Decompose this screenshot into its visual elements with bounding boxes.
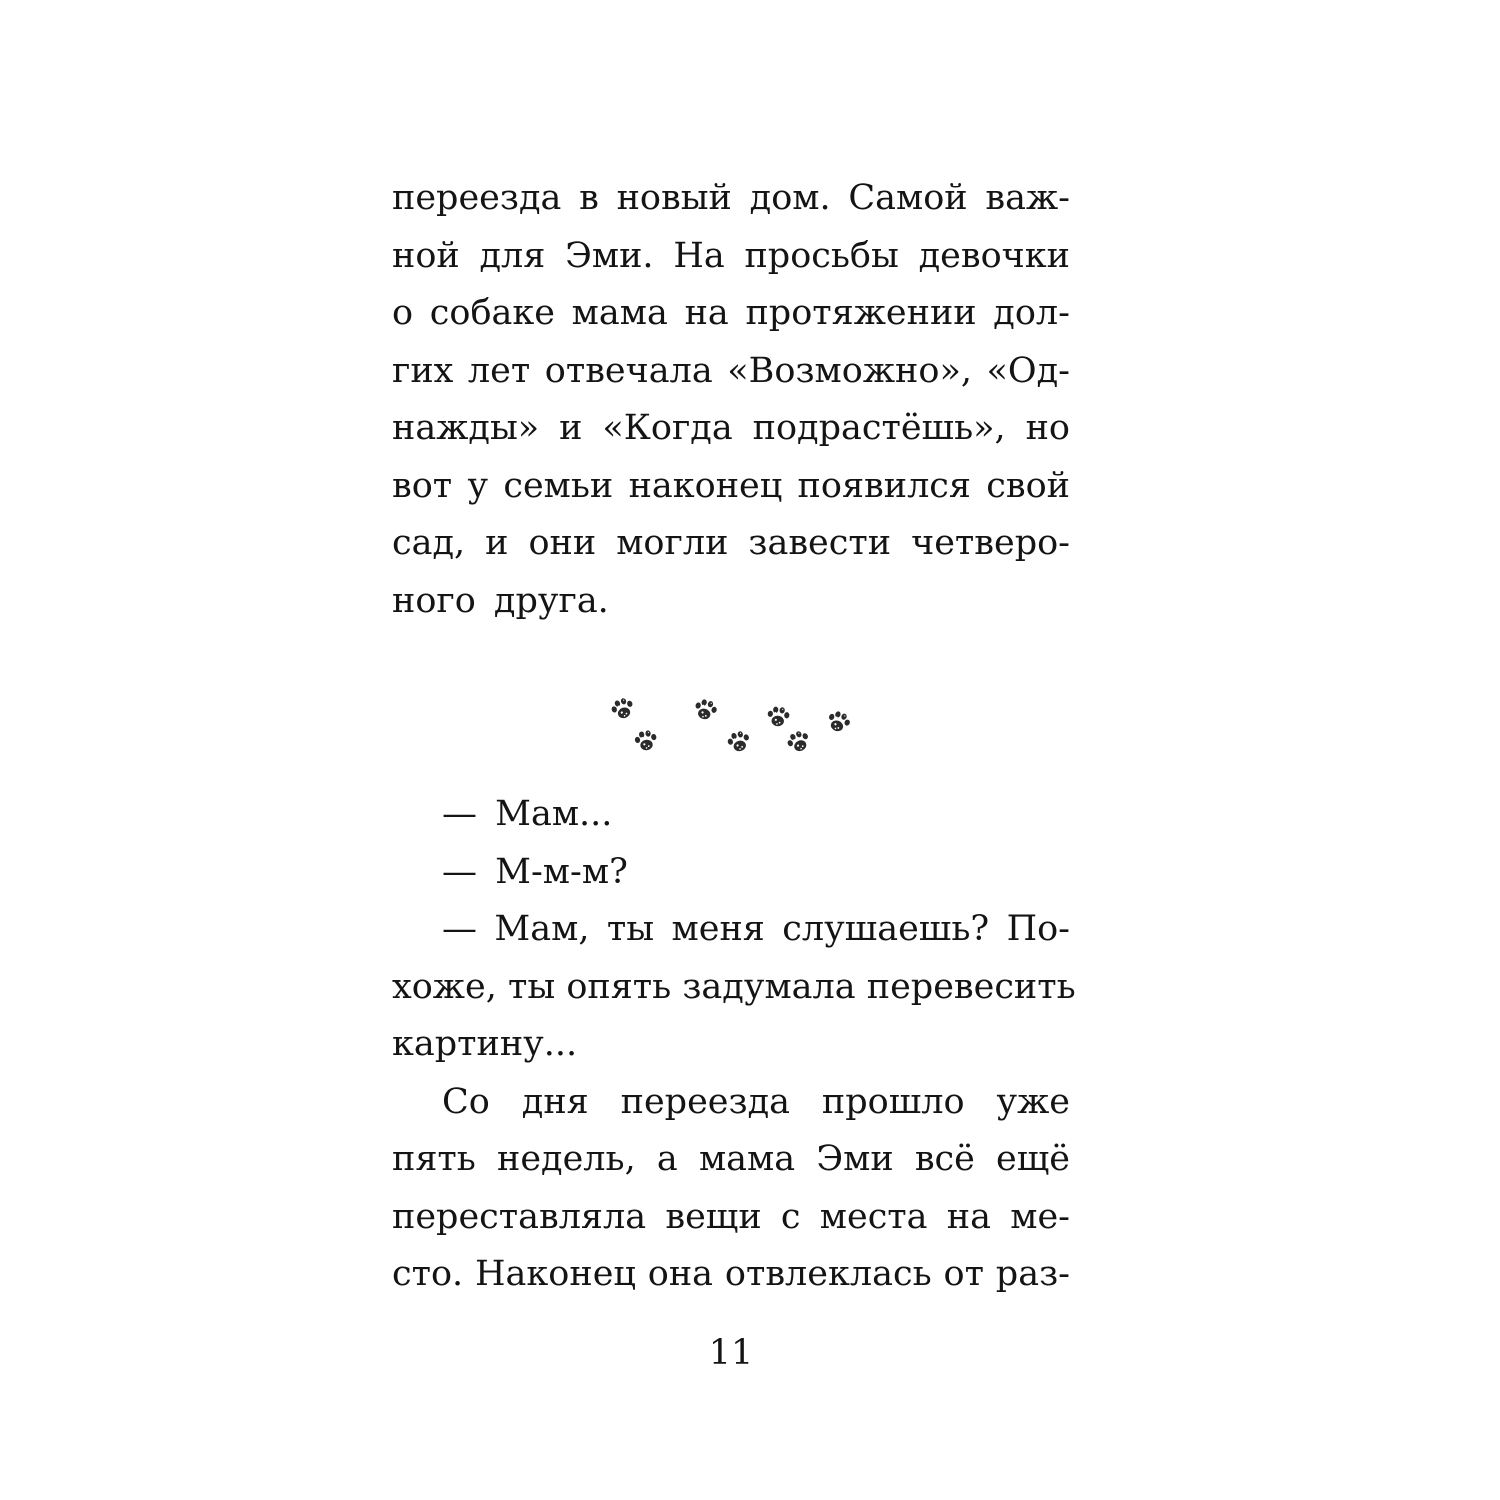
paw-print-icon bbox=[631, 727, 661, 757]
text-line: картину... bbox=[392, 1024, 578, 1064]
paw-print-icon bbox=[764, 704, 792, 732]
text-block-top bbox=[392, 170, 1070, 630]
text-line: пять недель, а мама Эми всё ещё bbox=[392, 1139, 1070, 1179]
text-line: о собаке мама на протяжении дол- bbox=[392, 293, 1070, 333]
paw-print-icon bbox=[723, 727, 755, 759]
text-block-bottom bbox=[392, 786, 1076, 1304]
text-line: ного друга. bbox=[392, 580, 609, 621]
paw-print-icon bbox=[821, 706, 854, 739]
text-line: гих лет отвечала «Возможно», «Од- bbox=[392, 350, 1070, 391]
text-line: — Мам, ты меня слушаешь? По- bbox=[442, 909, 1070, 949]
paragraph bbox=[392, 901, 1076, 1074]
text-line: переставляла вещи с места на ме- bbox=[392, 1196, 1070, 1237]
text-line: — М-м-м? bbox=[442, 851, 628, 892]
text-line: хоже, ты опять задумала перевесить bbox=[392, 966, 1076, 1007]
text-line: вот у семьи наконец появился свой bbox=[392, 465, 1070, 506]
paw-print-separator bbox=[600, 690, 860, 770]
paragraph bbox=[392, 844, 1070, 902]
paw-print-icon bbox=[606, 693, 639, 726]
paw-print-icon bbox=[689, 695, 721, 727]
text-line: переезда в новый дом. Самой важ- bbox=[392, 178, 1070, 218]
text-line: Со дня переезда прошло уже bbox=[442, 1081, 1070, 1122]
page-number: 11 bbox=[708, 1333, 754, 1373]
paragraph bbox=[392, 786, 1070, 844]
text-line: сад, и они могли завести четверо- bbox=[392, 523, 1070, 563]
text-line: — Мам... bbox=[442, 794, 613, 834]
paragraph bbox=[392, 1074, 1070, 1304]
text-line: ной для Эми. На просьбы девочки bbox=[392, 235, 1070, 276]
text-line: нажды» и «Когда подрастёшь», но bbox=[392, 408, 1070, 448]
text-line: сто. Наконец она отвлеклась от раз- bbox=[392, 1254, 1070, 1294]
paragraph bbox=[392, 170, 1070, 630]
